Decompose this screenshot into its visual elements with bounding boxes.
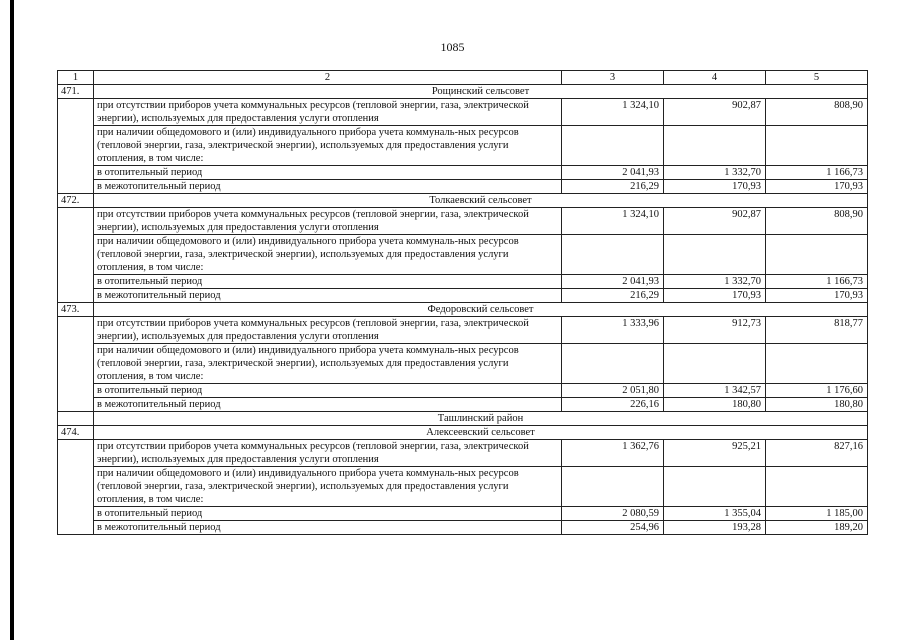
- value-c3: 2 080,59: [562, 507, 664, 521]
- value-c3: 1 324,10: [562, 208, 664, 235]
- table-row: [58, 467, 868, 507]
- tariff-table: [57, 70, 868, 535]
- value-c3: 2 041,93: [562, 275, 664, 289]
- table-row: [58, 126, 868, 166]
- value-c4: [664, 235, 766, 275]
- header-row: [58, 71, 868, 85]
- value-c3: [562, 467, 664, 507]
- value-c5: [766, 126, 868, 166]
- value-c5: 189,20: [766, 521, 868, 535]
- value-c5: 180,80: [766, 398, 868, 412]
- section-title: Толкаевский сельсовет: [94, 194, 868, 208]
- value-c5: 1 166,73: [766, 275, 868, 289]
- header-col-3: 3: [562, 71, 664, 85]
- section-number: 474.: [58, 426, 94, 440]
- row-description: при отсутствии приборов учета коммунальных ресурсов (тепловой энергии, газа, электрической энергии), используемых для предоставления услуги отопления: [94, 99, 562, 126]
- value-c4: 170,93: [664, 289, 766, 303]
- value-c4: [664, 126, 766, 166]
- value-c3: 2 041,93: [562, 166, 664, 180]
- value-c4: 912,73: [664, 317, 766, 344]
- group-number-spacer: [58, 208, 94, 303]
- header-col-5: 5: [766, 71, 868, 85]
- header-col-4: 4: [664, 71, 766, 85]
- value-c5: [766, 344, 868, 384]
- section-title: Рощинский сельсовет: [94, 85, 868, 99]
- value-c5: 170,93: [766, 289, 868, 303]
- value-c4: 1 355,04: [664, 507, 766, 521]
- value-c4: 180,80: [664, 398, 766, 412]
- value-c5: 1 166,73: [766, 166, 868, 180]
- row-description: при отсутствии приборов учета коммунальных ресурсов (тепловой энергии, газа, электрической энергии), используемых для предоставления услуги отопления: [94, 208, 562, 235]
- row-description: при отсутствии приборов учета коммунальных ресурсов (тепловой энергии, газа, электрической энергии), используемых для предоставления услуги отопления: [94, 440, 562, 467]
- section-title: Федоровский сельсовет: [94, 303, 868, 317]
- region-row: [58, 412, 868, 426]
- value-c4: 1 342,57: [664, 384, 766, 398]
- value-c3: 216,29: [562, 289, 664, 303]
- table-row: [58, 521, 868, 535]
- value-c4: 1 332,70: [664, 275, 766, 289]
- value-c3: [562, 235, 664, 275]
- section-title: Алексеевский сельсовет: [94, 426, 868, 440]
- table-row: [58, 384, 868, 398]
- value-c4: 170,93: [664, 180, 766, 194]
- group-number-spacer: [58, 99, 94, 194]
- section-row: [58, 85, 868, 99]
- value-c3: 1 324,10: [562, 99, 664, 126]
- value-c3: 1 333,96: [562, 317, 664, 344]
- value-c5: 1 185,00: [766, 507, 868, 521]
- table-row: [58, 440, 868, 467]
- value-c5: [766, 467, 868, 507]
- row-description: в межотопительный период: [94, 289, 562, 303]
- row-description: в отопительный период: [94, 166, 562, 180]
- table-row: [58, 507, 868, 521]
- value-c4: 1 332,70: [664, 166, 766, 180]
- table-row: [58, 398, 868, 412]
- table-row: [58, 289, 868, 303]
- row-description: при наличии общедомового и (или) индивидуального прибора учета коммуналь-ных ресурсов (тепловой энергии, газа, электрической энергии), используемых для предоставления услуги отопления, в том числе:: [94, 235, 562, 275]
- row-description: в межотопительный период: [94, 398, 562, 412]
- value-c4: 193,28: [664, 521, 766, 535]
- table-body: [58, 71, 868, 535]
- row-description: в отопительный период: [94, 507, 562, 521]
- section-number: 471.: [58, 85, 94, 99]
- table-row: [58, 208, 868, 235]
- region-number-cell: [58, 412, 94, 426]
- row-description: в отопительный период: [94, 384, 562, 398]
- value-c5: 827,16: [766, 440, 868, 467]
- row-description: в межотопительный период: [94, 180, 562, 194]
- value-c4: 925,21: [664, 440, 766, 467]
- value-c5: 1 176,60: [766, 384, 868, 398]
- value-c3: 254,96: [562, 521, 664, 535]
- table-row: [58, 317, 868, 344]
- value-c5: [766, 235, 868, 275]
- value-c5: 818,77: [766, 317, 868, 344]
- section-row: [58, 426, 868, 440]
- table-row: [58, 235, 868, 275]
- row-description: при наличии общедомового и (или) индивидуального прибора учета коммуналь-ных ресурсов (тепловой энергии, газа, электрической энергии), используемых для предоставления услуги отопления, в том числе:: [94, 344, 562, 384]
- group-number-spacer: [58, 440, 94, 535]
- region-title: Ташлинский район: [94, 412, 868, 426]
- value-c4: 902,87: [664, 208, 766, 235]
- row-description: при отсутствии приборов учета коммунальных ресурсов (тепловой энергии, газа, электрической энергии), используемых для предоставления услуги отопления: [94, 317, 562, 344]
- table-row: [58, 275, 868, 289]
- value-c4: [664, 344, 766, 384]
- value-c3: [562, 126, 664, 166]
- header-col-2: 2: [94, 71, 562, 85]
- section-number: 472.: [58, 194, 94, 208]
- value-c3: 1 362,76: [562, 440, 664, 467]
- group-number-spacer: [58, 317, 94, 412]
- page-number: 1085: [440, 40, 465, 54]
- value-c5: 808,90: [766, 99, 868, 126]
- row-description: в межотопительный период: [94, 521, 562, 535]
- section-row: [58, 194, 868, 208]
- row-description: в отопительный период: [94, 275, 562, 289]
- value-c4: [664, 467, 766, 507]
- value-c5: 170,93: [766, 180, 868, 194]
- value-c3: [562, 344, 664, 384]
- value-c3: 226,16: [562, 398, 664, 412]
- header-col-1: 1: [58, 71, 94, 85]
- page-edge-bar: [10, 0, 14, 640]
- row-description: при наличии общедомового и (или) индивидуального прибора учета коммуналь-ных ресурсов (тепловой энергии, газа, электрической энергии), используемых для предоставления услуги отопления, в том числе:: [94, 126, 562, 166]
- table-row: [58, 344, 868, 384]
- section-number: 473.: [58, 303, 94, 317]
- value-c4: 902,87: [664, 99, 766, 126]
- value-c5: 808,90: [766, 208, 868, 235]
- table-row: [58, 180, 868, 194]
- table-row: [58, 166, 868, 180]
- value-c3: 216,29: [562, 180, 664, 194]
- table-row: [58, 99, 868, 126]
- row-description: при наличии общедомового и (или) индивидуального прибора учета коммуналь-ных ресурсов (тепловой энергии, газа, электрической энергии), используемых для предоставления услуги отопления, в том числе:: [94, 467, 562, 507]
- section-row: [58, 303, 868, 317]
- value-c3: 2 051,80: [562, 384, 664, 398]
